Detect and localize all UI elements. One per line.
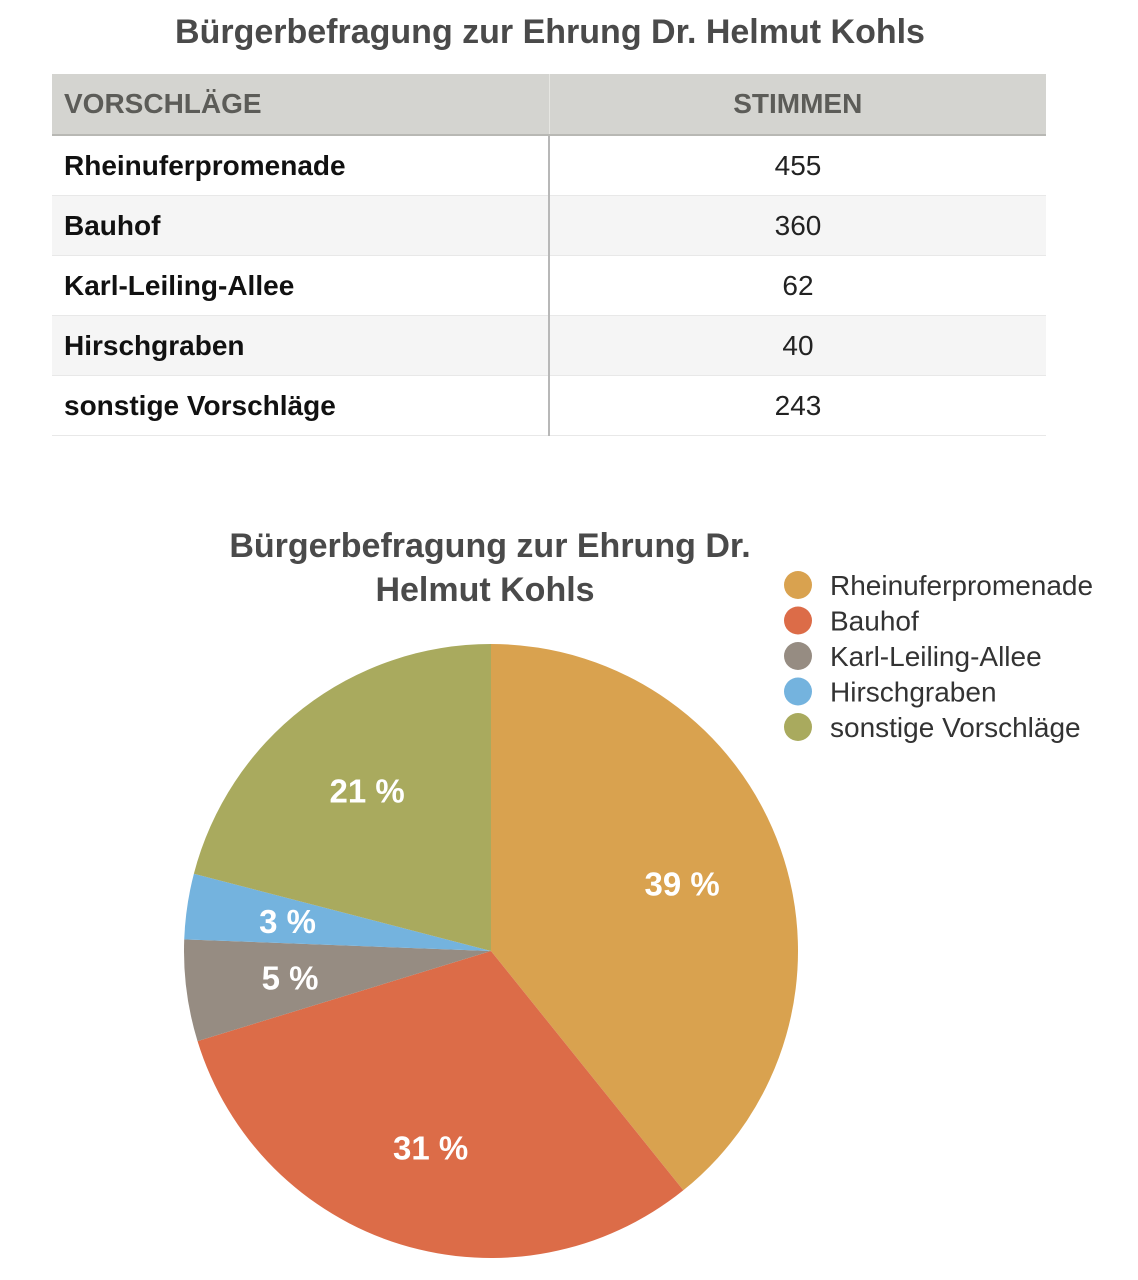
legend-label: Hirschgraben (830, 676, 997, 708)
votes-table (52, 74, 1046, 436)
slice-percent-label: 21 % (329, 772, 405, 810)
pie-chart (0, 500, 1138, 1280)
row-name: Bauhof (52, 196, 549, 256)
row-votes: 62 (549, 256, 1046, 316)
legend-swatch (784, 571, 812, 599)
row-votes: 360 (549, 196, 1046, 256)
pie-slices (184, 644, 798, 1258)
table-row (52, 135, 1046, 196)
table-row (52, 316, 1046, 376)
legend-swatch (784, 678, 812, 706)
slice-percent-label: 3 % (259, 903, 316, 940)
slice-percent-label: 5 % (261, 959, 319, 997)
table-row (52, 376, 1046, 436)
chart-title-line-1: Bürgerbefragung zur Ehrung Dr. (229, 527, 751, 565)
row-name: Hirschgraben (52, 316, 549, 376)
row-name: Rheinuferpromenade (52, 135, 549, 196)
row-votes: 40 (549, 316, 1046, 376)
legend-label: Karl-Leiling-Allee (830, 641, 1042, 672)
legend (784, 570, 1093, 743)
column-header-proposals: VORSCHLÄGE (52, 74, 549, 135)
table-row (52, 196, 1046, 256)
column-header-votes: STIMMEN (549, 74, 1046, 135)
row-name: Karl-Leiling-Allee (52, 256, 549, 316)
row-votes: 243 (549, 376, 1046, 436)
table-header-row (52, 74, 1046, 135)
slice-percent-label: 39 % (644, 865, 720, 903)
slice-percent-label: 31 % (392, 1129, 469, 1167)
legend-label: sonstige Vorschläge (830, 712, 1081, 743)
legend-label: Rheinuferpromenade (830, 570, 1094, 601)
table-row (52, 256, 1046, 316)
legend-swatch (784, 713, 812, 741)
row-votes: 455 (549, 135, 1046, 196)
legend-label: Bauhof (830, 605, 919, 637)
legend-swatch (784, 607, 812, 635)
chart-title-line-2: Helmut Kohls (375, 571, 595, 609)
table-title: Bürgerbefragung zur Ehrung Dr. Helmut Kohls (175, 13, 925, 51)
row-name: sonstige Vorschläge (52, 376, 549, 436)
legend-swatch (784, 642, 812, 670)
